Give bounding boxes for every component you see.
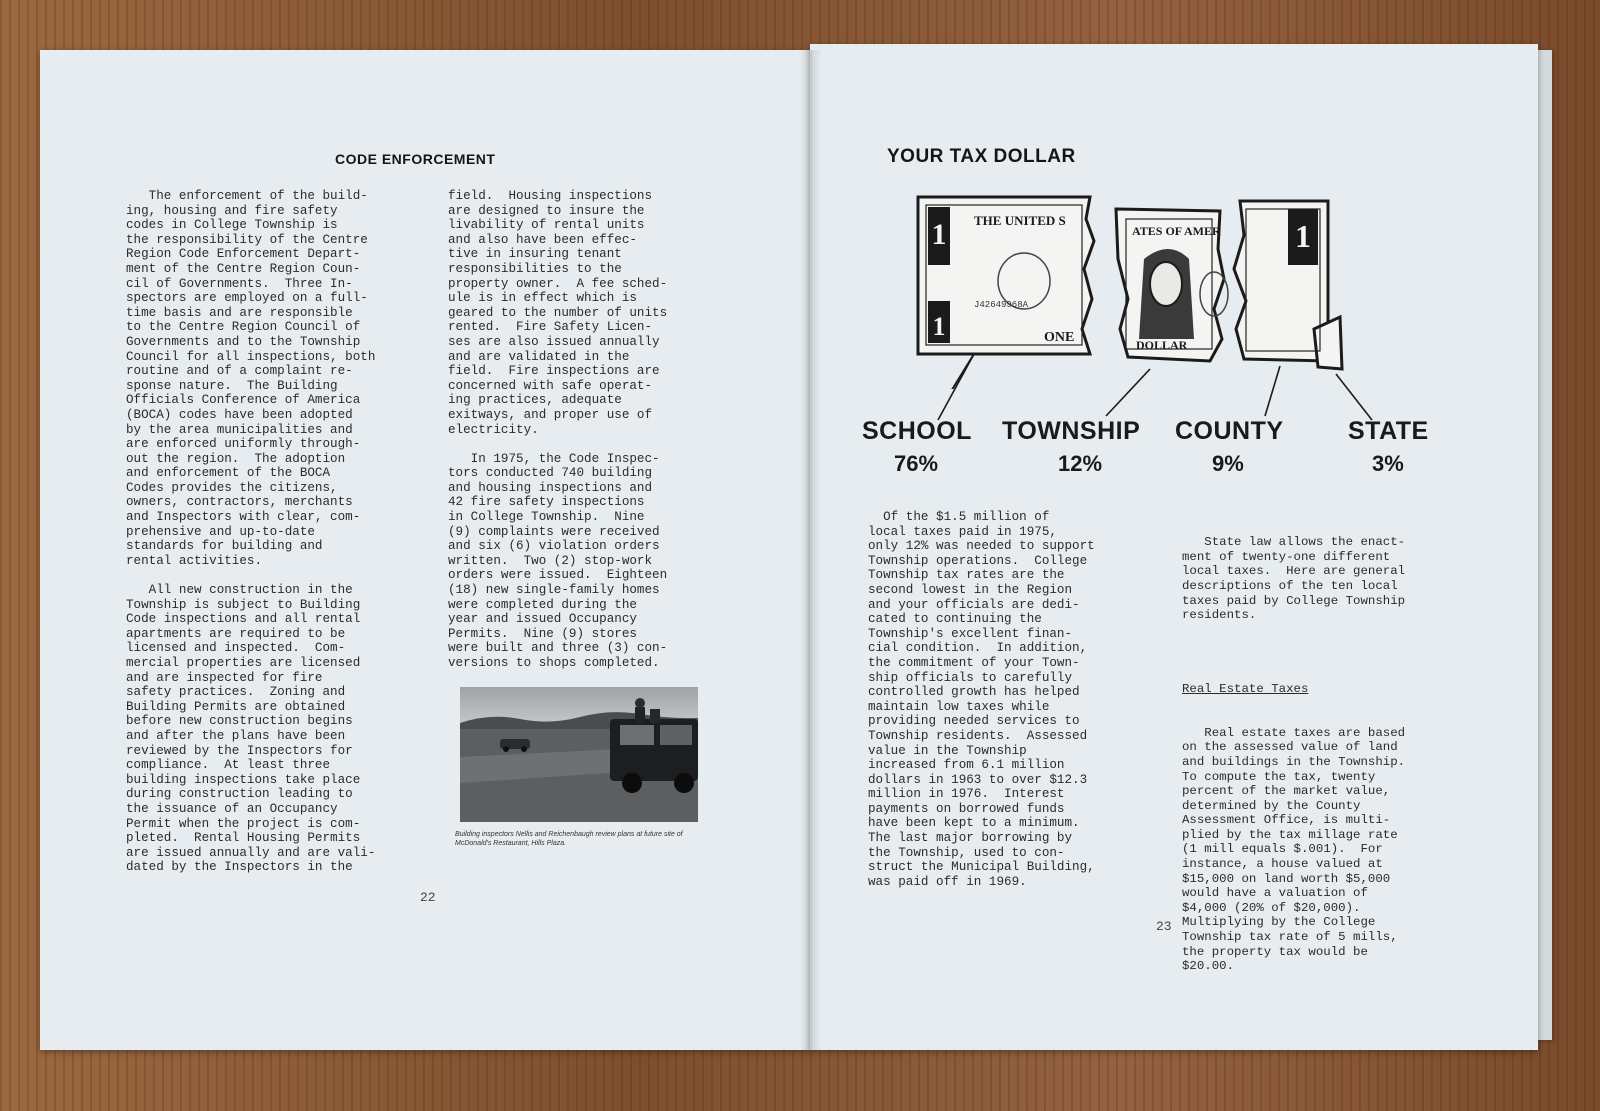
body-column-2: field. Housing inspections are designed to insure the livability of rental units and also have been effec- tive in insuring tenant responsibilities to the property owner. A fee sched- ule is in effect which is geared to the number of units rented. Fire Safety Licen- ses are also issued annually and are validated in the field. Fire inspections are concerned with safe operat- ing practices, adequate exitways, and proper use of electricity. In 1975, the Code Inspec- tors conducted 740 building and housing inspections and 42 fire safety inspections in College Township. Nine (9) complaints were received and six (6) violation orders written. Two (2) stop-work orders were issued. Eighteen (18) new single-family homes were completed during the year and issued Occupancy Permits. Nine (9) stores were built and three (3) con- versions to shops completed. xyxy=(448,189,668,670)
taxes-intro: State law allows the enact- ment of twenty-one different local taxes. Here are general descriptions of the ten local taxes paid by College Township residents. xyxy=(1182,535,1406,623)
page-title: CODE ENFORCEMENT xyxy=(335,151,496,167)
right-page xyxy=(810,44,1538,1050)
bill-banner-mid: ATES OF AMER xyxy=(1132,224,1221,238)
share-percent-school: 76% xyxy=(894,451,939,476)
bill-denomination-left: 1 xyxy=(931,218,947,251)
book-gutter xyxy=(800,50,822,1050)
body-column-1: The enforcement of the build- ing, housing and fire safety codes in College Township is the responsibility of the Centre Region Code Enforcement Depart- ment of the Centre Region Coun- cil of Governments. Three In- spectors are employed on a full- time basis and are responsible to the Centre Region Council of Governments and to the Township Council for all inspections, both routine and of a complaint re- sponse nature. The Building Officials Conference of America (BOCA) codes have been adopted by the area municipalities and are enforced uniformly through- out the region. The adoption and enforcement of the BOCA Codes provides the citizens, owners, contractors, merchants and Inspectors with clear, com- prehensive and up-to-date standards for building and rental activities. All new construction in the Township is subject to Building Code inspections and all rental apartments are required to be licensed and inspected. Com- mercial properties are licensed and are inspected for fire safety practices. Zoning and Building Permits are obtained before new construction begins and after the plans have been reviewed by the Inspectors for compliance. At least three building inspections take place during construction leading to the issuance of an Occupancy Permit when the project is com- pleted. Rental Housing Permits are issued annually and are vali- dated by the Inspectors in the xyxy=(126,189,376,875)
bill-bottom-left: ONE xyxy=(1044,330,1075,345)
bill-denomination-bottom: 1 xyxy=(932,312,946,341)
bill-banner-left: THE UNITED S xyxy=(974,213,1066,228)
real-estate-body: Real estate taxes are based on the assessed value of land and buildings in the Township. To compute the tax, twenty percent of the market value, determined by the County Assessment Office, is multi- plied by the tax millage rate (1 mill equals $.001). For instance, a house valued at $15,000 on land worth $5,000 would have a valuation of $4,000 (20% of $20,000). Multiplying by the College Township tax rate of 5 mills, the property tax would be $20.00. xyxy=(1182,725,1406,974)
share-percent-state: 3% xyxy=(1372,451,1404,476)
page-number: 23 xyxy=(1156,919,1172,934)
page-edge xyxy=(1538,50,1552,1040)
share-label-state: STATE xyxy=(1348,417,1429,445)
body-column-1: Of the $1.5 million of local taxes paid in 1975, only 12% was needed to support Township operations. College Township tax rates are the second lowest in the Region and your officials are dedi- cated to continuing the Township's excellent finan- cial condition. In addition, the commitment of your Town- ship officials to carefully controlled growth has helped maintain low taxes while providing needed services to Township residents. Assessed value in the Township increased from 6.1 million dollars in 1963 to over $12.3 million in 1976. Interest payments on borrowed funds have been kept to a minimum. The last major borrowing by the Township, used to con- struct the Municipal Building, was paid off in 1969. xyxy=(868,510,1095,889)
photo-scene xyxy=(460,687,698,822)
share-label-school: SCHOOL xyxy=(862,417,972,445)
share-percent-county: 9% xyxy=(1212,451,1244,476)
share-label-township: TOWNSHIP xyxy=(1002,417,1141,445)
bill-bottom-mid: DOLLAR xyxy=(1136,338,1188,352)
body-column-2 xyxy=(1182,506,1405,1003)
pointer-state xyxy=(1336,374,1372,420)
bill-denomination-right: 1 xyxy=(1295,218,1311,254)
inspection-photo xyxy=(460,687,698,822)
share-percent-township: 12% xyxy=(1058,451,1103,476)
share-label-county: COUNTY xyxy=(1175,417,1284,445)
page-number: 22 xyxy=(420,890,436,905)
pointer-school xyxy=(938,354,974,420)
left-page xyxy=(40,50,811,1050)
pointer-township xyxy=(1106,369,1150,416)
pointer-county xyxy=(1265,366,1280,416)
photo-caption: Building inspectors Nellis and Reichenbaugh review plans at future site of McDonald's Restaurant, Hills Plaza. xyxy=(455,831,683,847)
section-title: YOUR TAX DOLLAR xyxy=(887,146,1076,167)
bill-serial: J42649968A xyxy=(974,300,1029,310)
real-estate-subheading: Real Estate Taxes xyxy=(1182,681,1309,696)
